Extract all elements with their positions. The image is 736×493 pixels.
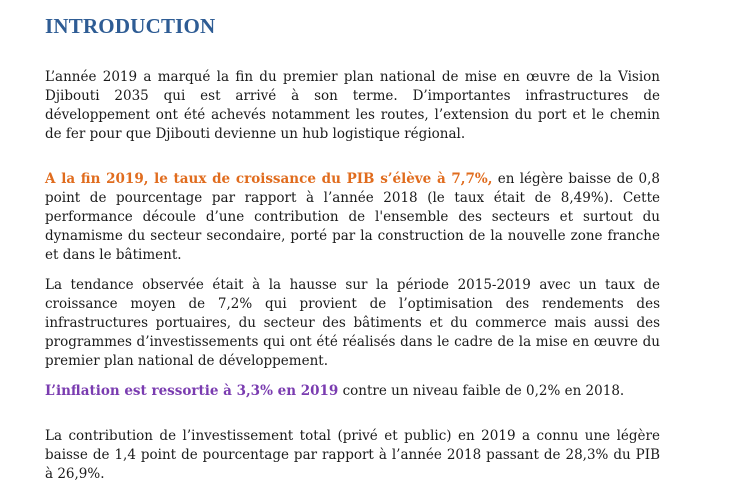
paragraph-intro: L’année 2019 a marqué la fin du premier plan national de mise en œuvre de la Vision Djibouti 2035 qui est arrivé à son terme. D’importantes infrastructures de développement ont été achevés notamment les routes, l’extension du port et le chemin de fer pour que Djibouti devienne un hub logistique régional. (45, 69, 660, 142)
growth-text: en légère baisse de 0,8 point de pourcentage par rapport à l’année 2018 (le taux était de 8,49%). Cette performance découle d’une contribution de l'ensemble des secteurs et surtout du dynamisme du secteur secondaire, porté par la construction de la nouvelle zone franche et dans le bâtiment. (45, 171, 660, 263)
growth-highlight: A la fin 2019, le taux de croissance du PIB s’élève à 7,7%, (45, 171, 493, 187)
inflation-text: contre un niveau faible de 0,2% en 2018. (338, 383, 625, 399)
paragraph-investment: La contribution de l’investissement total (privé et public) en 2019 a connu une légère baisse de 1,4 point de pourcentage par rapport à l’année 2018 passant de 28,3% du PIB à 26,9%. (45, 428, 660, 482)
inflation-highlight: L’inflation est ressortie à 3,3% en 2019 (45, 383, 339, 399)
section-heading: INTRODUCTION (45, 14, 216, 38)
paragraph-inflation (45, 382, 660, 401)
paragraph-growth (45, 170, 660, 265)
paragraph-trend: La tendance observée était à la hausse sur la période 2015-2019 avec un taux de croissance moyen de 7,2% qui provient de l’optimisation des rendements des infrastructures portuaires, du secteur des bâtiments et du commerce mais aussi des programmes d’investissements qui ont été réalisés dans le cadre de la mise en œuvre du premier plan national de développement. (45, 277, 660, 369)
